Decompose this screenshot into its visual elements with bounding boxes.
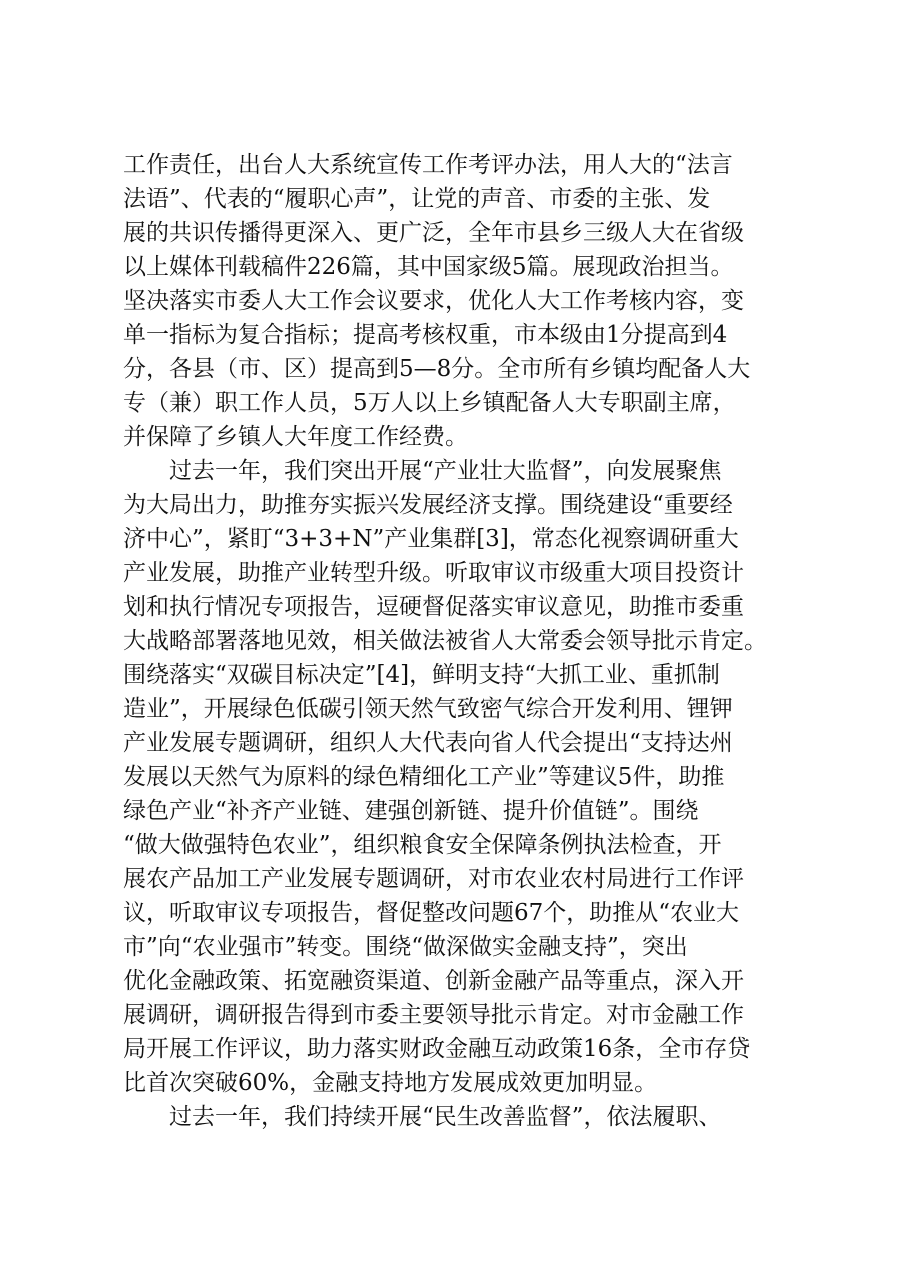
text-line: 专（兼）职工作人员，5万人以上乡镇配备人大专职副主席， <box>123 390 736 416</box>
text-line: 为大局出力，助推夯实振兴发展经济支撑。围绕建设“重要经 <box>123 492 733 518</box>
text-line: 法语”、代表的“履职心声”，让党的声音、市委的主张、发 <box>123 186 711 212</box>
text-line: 分，各县（市、区）提高到5—8分。全市所有乡镇均配备人大 <box>123 356 751 382</box>
text-line: 大战略部署落地见效，相关做法被省人大常委会领导批示肯定。 <box>123 628 767 654</box>
text-line: 局开展工作评议，助力落实财政金融互动政策16条，全市存贷 <box>123 1036 751 1062</box>
text-line: 围绕落实“双碳目标决定”[4]，鲜明支持“大抓工业、重抓制 <box>123 662 720 688</box>
text-line: 绿色产业“补齐产业链、建强创新链、提升价值链”。围绕 <box>123 798 699 824</box>
text-line: 产业发展，助推产业转型升级。听取审议市级重大项目投资计 <box>123 560 744 586</box>
text-line: 展的共识传播得更深入、更广泛，全年市县乡三级人大在省级 <box>123 220 744 246</box>
text-line: 划和执行情况专项报告，逗硬督促落实审议意见，助推市委重 <box>123 594 744 620</box>
text-line: “做大做强特色农业”，组织粮食安全保障条例执法检查，开 <box>123 832 722 858</box>
text-line: 发展以天然气为原料的绿色精细化工产业”等建议5件，助推 <box>123 764 725 790</box>
text-line: 工作责任，出台人大系统宣传工作考评办法，用人大的“法言 <box>123 152 733 178</box>
text-line: 造业”，开展绿色低碳引领天然气致密气综合开发利用、锂钾 <box>123 696 733 722</box>
text-line: 市”向“农业强市”转变。围绕“做深做实金融支持”，突出 <box>123 934 688 960</box>
text-line: 济中心”，紧盯“3+3+N”产业集群[3]，常态化视察调研重大 <box>123 526 739 552</box>
text-line: 坚决落实市委人大工作会议要求，优化人大工作考核内容，变 <box>123 288 744 314</box>
paragraph-start-line: 过去一年，我们突出开展“产业壮大监督”，向发展聚焦 <box>169 458 722 484</box>
text-line: 展农产品加工产业发展专题调研，对市农业农村局进行工作评 <box>123 866 744 892</box>
text-line: 单一指标为复合指标；提高考核权重，市本级由1分提高到4 <box>123 322 728 348</box>
body-text <box>123 148 803 1134</box>
text-line: 并保障了乡镇人大年度工作经费。 <box>123 424 468 450</box>
text-line: 比首次突破60%，金融支持地方发展成效更加明显。 <box>123 1070 658 1096</box>
text-line: 产业发展专题调研，组织人大代表向省人代会提出“支持达州 <box>123 730 733 756</box>
paragraph-start-line: 过去一年，我们持续开展“民生改善监督”，依法履职、 <box>169 1104 722 1130</box>
text-line: 展调研，调研报告得到市委主要领导批示肯定。对市金融工作 <box>123 1002 744 1028</box>
text-line: 优化金融政策、拓宽融资渠道、创新金融产品等重点，深入开 <box>123 968 744 994</box>
text-line: 议，听取审议专项报告，督促整改问题67个，助推从“农业大 <box>123 900 740 926</box>
text-line: 以上媒体刊载稿件226篇，其中国家级5篇。展现政治担当。 <box>123 254 734 280</box>
